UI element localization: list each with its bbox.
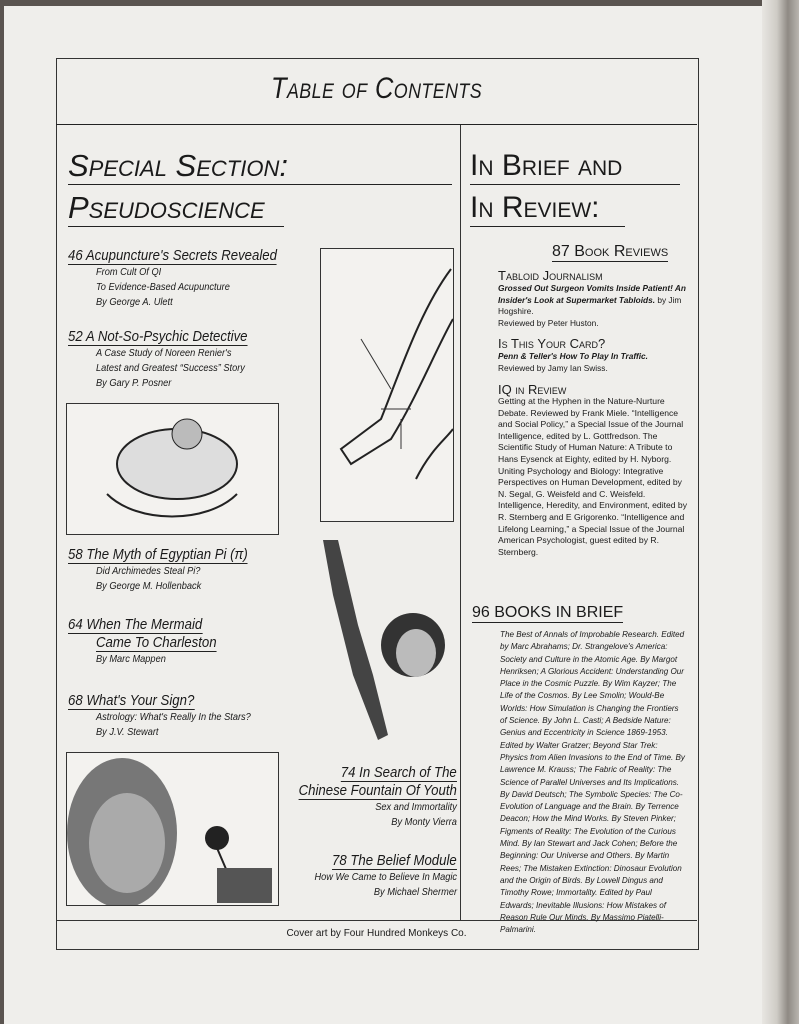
in-brief-heading-2: In Review:	[470, 190, 625, 227]
entry-title: 78 The Belief Module	[332, 852, 457, 869]
toc-entry-46[interactable]	[68, 247, 305, 310]
entry-line: From Cult Of QI	[96, 266, 162, 278]
entry-line: Latest and Greatest “Success” Story	[96, 362, 245, 374]
special-section-heading-1: Special Section:	[68, 148, 452, 185]
entry-author: By Michael Shermer	[373, 886, 457, 898]
toc-entry-78[interactable]	[295, 852, 457, 900]
book-reviews-heading[interactable]: 87 Book Reviews	[552, 243, 669, 260]
review-heading: Tabloid Journalism	[498, 268, 603, 283]
review-body: Penn & Teller's How To Play In Traffic. Reviewed by Jamy Ian Swiss.	[498, 351, 648, 373]
page-edge	[762, 0, 799, 1024]
toc-entry-74[interactable]	[277, 764, 457, 830]
review-body: Getting at the Hyphen in the Nature-Nurture Debate. Reviewed by Frank Miele. “Intelligence and Social Policy,” a Special Issue of the Journal Intelligence, edited by L. Gottfredson. The Scientific Study of Human Nature: A Tribute to Hans Eysenck at Eighty, edited by H. Nyborg. Uniting Psychology and Biology: Integrative Perspectives on Human Development, edited by N. Segal, G. Weisfeld and C. Weisfeld. Intelligence, Heredity, and Environment, edited by R. Sternberg and E Grigorenko. “Intelligence and Lifelong Learning,” a Special Issue of the Journal American Psychologist, guest edited by R. Sternberg.	[498, 396, 688, 557]
acupuncture-arm-illustration	[320, 248, 454, 522]
entry-title: 68 What's Your Sign?	[68, 692, 195, 709]
entry-line: Astrology: What's Really In the Stars?	[96, 711, 251, 723]
mermaid-figure-illustration	[318, 535, 460, 747]
astrology-face-illustration	[66, 752, 279, 906]
cover-credit: Cover art by Four Hundred Monkeys Co.	[286, 928, 467, 939]
entry-author: By George A. Ulett	[96, 296, 173, 308]
toc-entry-64[interactable]	[68, 616, 233, 667]
entry-title: 46 Acupuncture's Secrets Revealed	[68, 247, 277, 264]
toc-entry-68[interactable]	[68, 692, 272, 740]
entry-title-2: Came To Charleston	[96, 634, 217, 651]
column-divider	[460, 125, 461, 920]
entry-title: 64 When The Mermaid	[68, 616, 203, 633]
in-brief-heading-1: In Brief and	[470, 148, 680, 185]
entry-line: How We Came to Believe In Magic	[314, 871, 457, 883]
review-body: Grossed Out Surgeon Vomits Inside Patient! An Insider's Look at Supermarket Tabloids. by Jim Hogshire. Reviewed by Peter Huston.	[498, 283, 686, 328]
books-in-brief-heading[interactable]: 96 BOOKS IN BRIEF	[472, 604, 624, 621]
entry-title: 58 The Myth of Egyptian Pi (π)	[68, 546, 248, 563]
entry-line: A Case Study of Noreen Renier's	[96, 347, 232, 359]
entry-author: By J.V. Stewart	[96, 726, 159, 738]
entry-title: 52 A Not-So-Psychic Detective	[68, 328, 248, 345]
entry-line: Did Archimedes Steal Pi?	[96, 565, 201, 577]
special-section-heading-2: Pseudoscience	[68, 190, 284, 227]
review-heading: Is This Your Card?	[498, 336, 606, 351]
page-title: Table of Contents	[270, 72, 483, 105]
entry-author: By George M. Hollenback	[96, 580, 202, 592]
entry-author: By Gary P. Posner	[96, 377, 172, 389]
entry-title-2: Chinese Fountain Of Youth	[298, 782, 457, 799]
entry-line: Sex and Immortality	[375, 801, 457, 813]
entry-author: By Monty Vierra	[391, 816, 457, 828]
toc-entry-58[interactable]	[68, 546, 272, 594]
entry-author: By Marc Mappen	[96, 653, 166, 665]
entry-line: To Evidence-Based Acupuncture	[96, 281, 230, 293]
title-box	[56, 58, 697, 125]
psychic-detective-illustration	[66, 403, 279, 535]
books-in-brief-body: The Best of Annals of Improbable Research. Edited by Marc Abrahams; Dr. Strangelove's America: Society and Culture in the Atomic Age. By Margot Henriksen; A Glorious Accident: Understanding Our Place in the Cosmic Puzzle. By Wim Kayzer; The Life of the Cosmos. By Lee Smolin; Would-Be Worlds: How Simulation is Changing the Frontiers of Science. By John L. Casti; A Bedside Nature: Genius and Eccentricity in Science 1869-1953. Edited by Walter Gratzer; Beyond Star Trek: Physics from Alien Invasions to the End of Time. By Lawrence M. Krauss; The Fabric of Reality: The Science of Parallel Universes and Its Implications. By David Deutsch; The Symbolic Species: The Co-Evolution of Language and the Brain. By Terrence Deacon; How the Mind Works. By Steven Pinker; Figments of Reality: The Evolution of the Curious Mind. By Ian Stewart and Jack Cohen; Before the Beginning: Our Universe and Others. By Martin Rees; The Mistaken Extinction: Dinosaur Evolution and the Origin of Birds. By Lowell Dingus and Timothy Rowe; Immortality. Edited by Paul Edwards; Inevitable Illusions: How Mistakes of Reason Rule Our Minds. By Massimo Piatelli-Palmarini.	[500, 630, 685, 935]
entry-title: 74 In Search of The	[341, 764, 457, 781]
toc-entry-52[interactable]	[68, 328, 272, 391]
review-heading: IQ in Review	[498, 382, 567, 397]
